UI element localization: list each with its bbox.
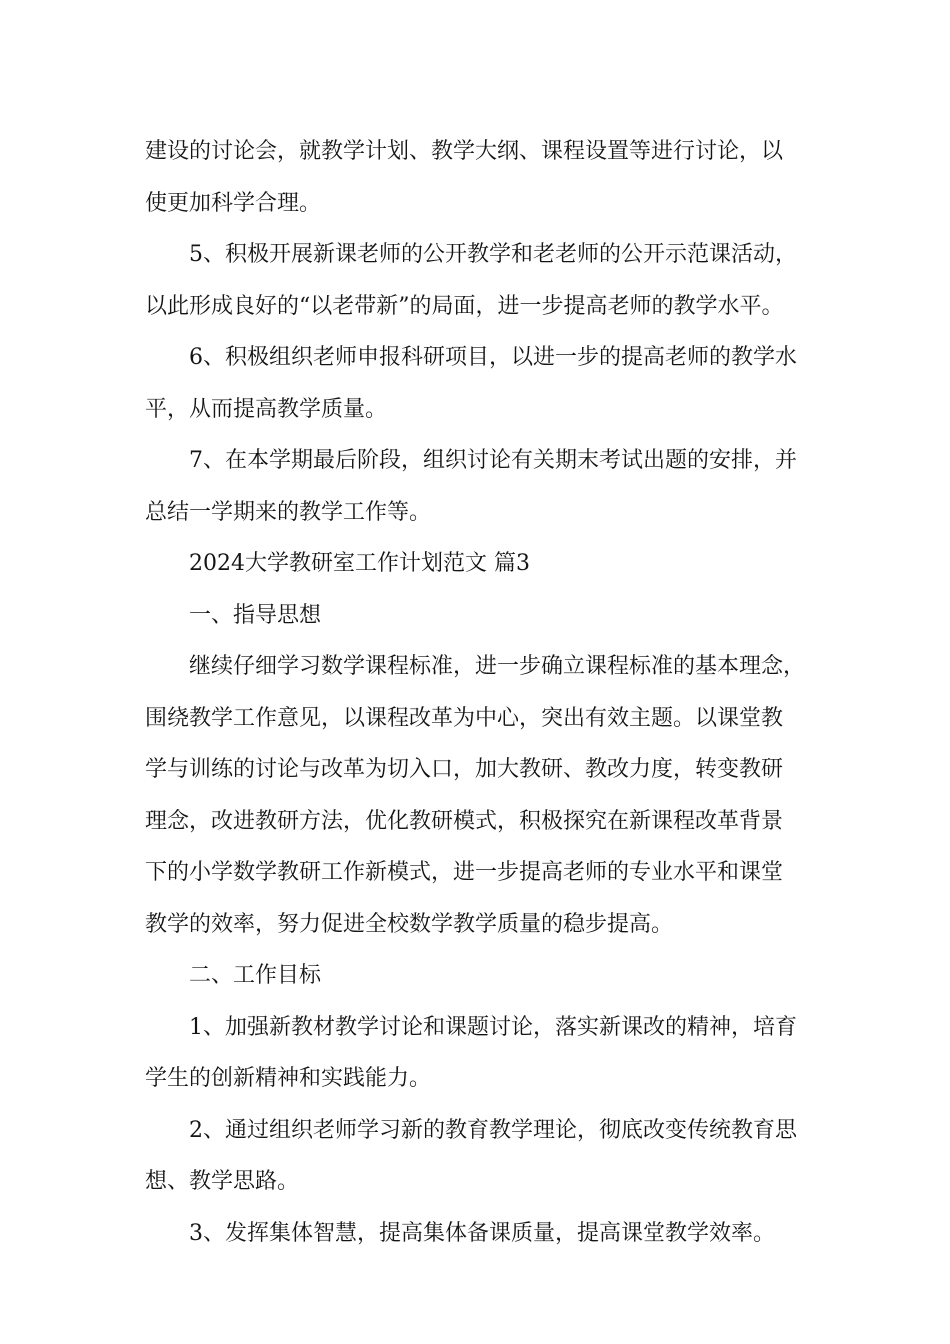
text-line: 2、通过组织老师学习新的教育教学理论，彻底改变传统教育思: [189, 1117, 797, 1143]
text-line: 二、工作目标: [189, 963, 322, 988]
paragraph: [145, 126, 810, 229]
text-line: 建设的讨论会，就教学计划、教学大纲、课程设置等进行讨论，以: [145, 139, 784, 164]
text-line: 下的小学数学教研工作新模式，进一步提高老师的专业水平和课堂: [145, 860, 784, 885]
text-line: 5、积极开展新课老师的公开教学和老老师的公开示范课活动，: [189, 242, 797, 267]
text-line: 使更加科学合理。: [145, 190, 322, 216]
paragraph: [145, 950, 810, 1002]
text-line: 教学的效率，努力促进全校数学教学质量的稳步提高。: [145, 911, 674, 937]
text-line: 理念，改进教研方法，优化教研模式，积极探究在新课程改革背景: [145, 808, 784, 834]
paragraph: [145, 1002, 810, 1105]
text-line: 围绕教学工作意见，以课程改革为中心，突出有效主题。以课堂教: [145, 705, 784, 731]
paragraph: [145, 590, 810, 642]
paragraph: [145, 1105, 810, 1208]
paragraph: [145, 332, 810, 435]
text-line: 6、积极组织老师申报科研项目，以进一步的提高老师的教学水: [189, 345, 797, 370]
text-line: 一、指导思想: [189, 602, 322, 628]
text-line: 学生的创新精神和实践能力。: [145, 1066, 432, 1091]
text-line: 继续仔细学习数学课程标准，进一步确立课程标准的基本理念，: [189, 654, 806, 679]
paragraph: [145, 229, 810, 332]
text-line: 想、教学思路。: [145, 1169, 300, 1194]
paragraph: [145, 435, 810, 538]
text-line: 以此形成良好的“以老带新”的局面，进一步提高老师的教学水平。: [145, 293, 784, 319]
text-line: 平，从而提高教学质量。: [145, 396, 388, 422]
document-body: [145, 126, 810, 1259]
text-line: 1、加强新教材教学讨论和课题讨论，落实新课改的精神，培育: [189, 1014, 797, 1040]
paragraph: [145, 538, 810, 590]
text-line: 3、发挥集体智慧，提高集体备课质量，提高课堂教学效率。: [189, 1220, 775, 1246]
text-line: 2024大学教研室工作计划范文 篇3: [189, 551, 530, 576]
paragraph: [145, 1208, 810, 1260]
text-line: 7、在本学期最后阶段，组织讨论有关期末考试出题的安排，并: [189, 448, 797, 473]
text-line: 学与训练的讨论与改革为切入口，加大教研、教改力度，转变教研: [145, 757, 784, 782]
paragraph: [145, 641, 810, 950]
text-line: 总结一学期来的教学工作等。: [145, 499, 432, 525]
